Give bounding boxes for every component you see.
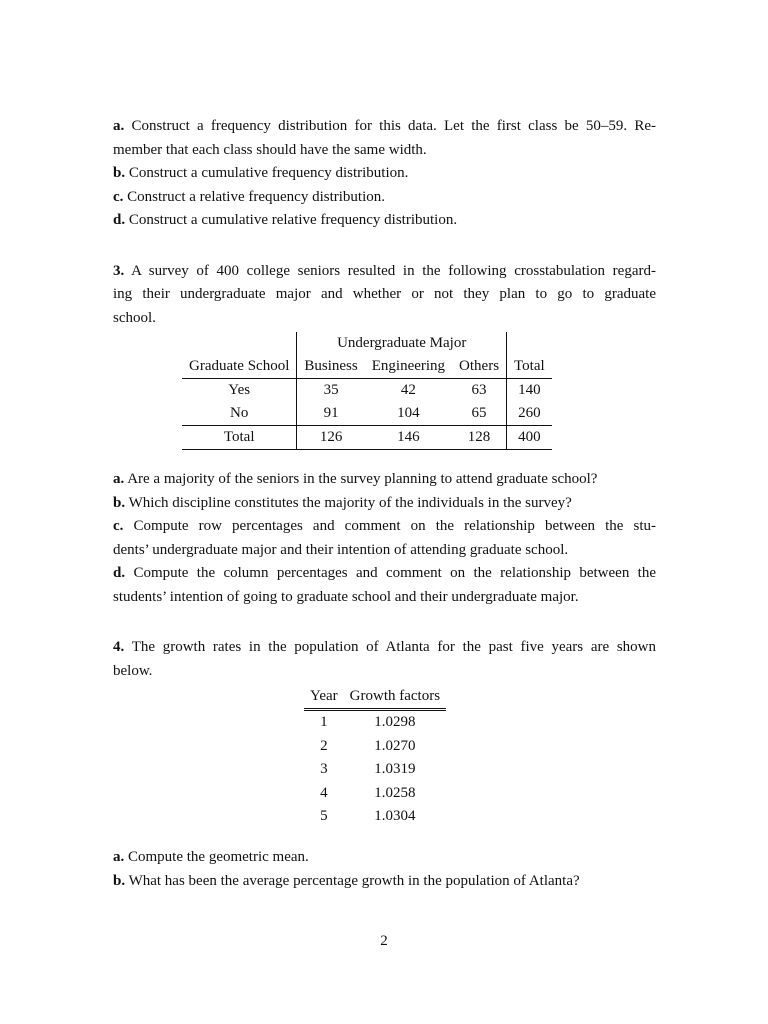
growth-row: [304, 782, 446, 805]
growth-year: 2: [320, 737, 328, 754]
crosstab-header-row: [182, 355, 552, 379]
crosstab-cell: 104: [397, 405, 420, 421]
growth-col-header: Year: [304, 685, 344, 710]
q4-line-2: below.: [113, 662, 153, 679]
growth-year: 3: [320, 761, 328, 778]
growth-year: 1: [320, 714, 328, 731]
question-3: [113, 260, 656, 610]
growth-row: [304, 710, 446, 735]
crosstab-cell: 91: [297, 402, 365, 426]
crosstab-row: [182, 379, 552, 403]
crosstab-cell: 140: [507, 379, 552, 403]
crosstab-group-header-row: [182, 332, 552, 355]
question-4: [113, 636, 656, 893]
q3-part-a: a. Are a majority of the seniors in the survey planning to attend graduate school?: [113, 471, 598, 487]
crosstab-col-header: Total: [507, 355, 552, 379]
crosstab-cell: 35: [297, 379, 365, 403]
q2-part-b: b. Construct a cumulative frequency distribution.: [113, 165, 409, 181]
growth-row: [304, 735, 446, 758]
crosstab-col-header: Engineering: [365, 355, 452, 379]
crosstab-cell: 260: [507, 402, 552, 426]
growth-factor: 1.0298: [374, 714, 416, 731]
q3-line-2: ing their undergraduate major and whether or not they plan to go to graduate: [113, 286, 656, 302]
crosstab-total-row: [182, 426, 552, 450]
q3-part-d-cont: students’ intention of going to graduate school and their undergraduate major.: [113, 588, 579, 605]
q4-line-1: 4. The growth rates in the population of Atlanta for the past five years are shown: [113, 639, 657, 655]
growth-header-row: [304, 685, 446, 710]
q3-part-c: c. Compute row percentages and comment on the relationship between the stu-: [113, 518, 657, 534]
crosstab-cell: 42: [365, 379, 452, 403]
question-2-parts: [113, 115, 656, 233]
crosstab-row-label: Yes: [182, 379, 297, 403]
q2-part-d: d. Construct a cumulative relative frequency distribution.: [113, 212, 458, 228]
growth-year: 4: [320, 784, 328, 801]
crosstab-cell: 146: [365, 426, 452, 450]
q2-part-c: c. Construct a relative frequency distribution.: [113, 188, 386, 205]
crosstab-cell: 126: [297, 426, 365, 450]
growth-factor: 1.0304: [374, 808, 416, 825]
crosstab-row-header: Graduate School: [182, 355, 297, 379]
crosstab-row-label: Total: [182, 426, 297, 450]
crosstab-group-header: Undergraduate Major: [297, 332, 507, 355]
page-number: 2: [380, 933, 388, 949]
growth-table: [304, 685, 446, 828]
q2-part-a-cont: member that each class should have the same width.: [113, 141, 427, 158]
q2-part-a: a. Construct a frequency distribution for this data. Let the first class be 50–59. Re-: [113, 118, 656, 134]
growth-row: [304, 805, 446, 828]
crosstab-row-label: No: [230, 405, 249, 421]
q3-part-b: b. Which discipline constitutes the majority of the individuals in the survey?: [113, 494, 572, 511]
q3-line-3: school.: [113, 309, 156, 326]
q3-part-c-cont: dents’ undergraduate major and their intention of attending graduate school.: [113, 541, 569, 558]
q4-part-b: b. What has been the average percentage growth in the population of Atlanta?: [113, 872, 580, 889]
crosstab-cell: 128: [452, 426, 507, 450]
crosstab-cell: 63: [452, 379, 507, 403]
growth-factor: 1.0258: [374, 784, 416, 801]
crosstab-col-header: Others: [452, 355, 507, 379]
crosstab-table: [182, 332, 552, 450]
crosstab-col-header: Business: [297, 355, 365, 379]
growth-factor: 1.0270: [374, 737, 416, 754]
growth-row: [304, 758, 446, 781]
crosstab-row: [182, 402, 552, 426]
q3-line-1: 3. A survey of 400 college seniors resulted in the following crosstabulation regard-: [113, 262, 656, 279]
crosstab-cell: 400: [507, 426, 552, 450]
growth-col-header: Growth factors: [344, 685, 446, 710]
crosstab-cell: 65: [471, 405, 487, 421]
growth-factor: 1.0319: [374, 761, 416, 778]
page-content: [113, 115, 656, 893]
growth-year: 5: [320, 808, 328, 825]
q4-part-a: a. Compute the geometric mean.: [113, 849, 309, 866]
q3-part-d: d. Compute the column percentages and comment on the relationship between the: [113, 565, 656, 581]
